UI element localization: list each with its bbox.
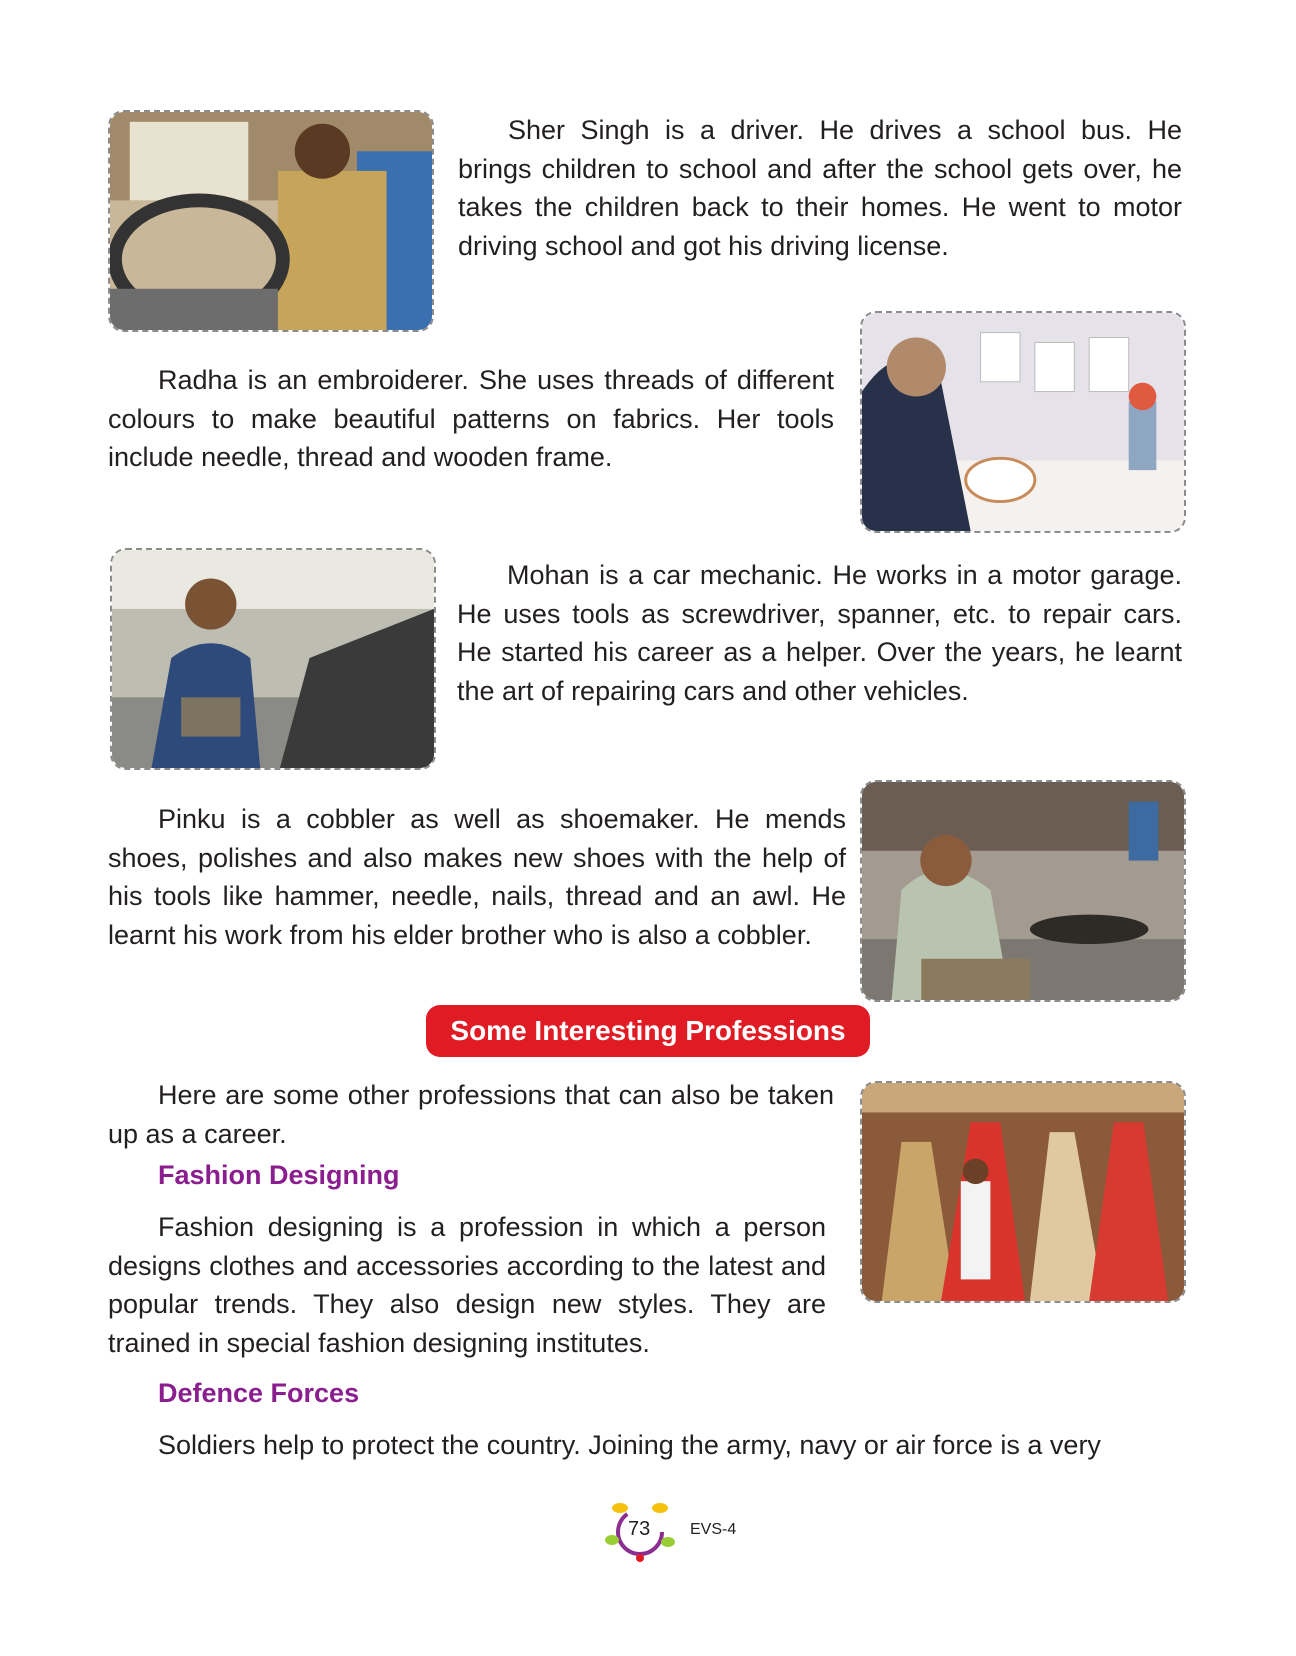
pinku-paragraph: Pinku is a cobbler as well as shoemaker. He mends shoes, polishes and also makes new shoes with the help of his tools like hammer, needle, nails, thread and an awl. He learnt his work from his elder brother who is also a cobbler. [108,804,846,950]
embroiderer-photo [860,311,1186,533]
fashion-designing-paragraph: Fashion designing is a profession in which a person designs clothes and accessories according to the latest and popular trends. They also design new styles. They are trained in special fashion designing institutes. [108,1212,826,1358]
cobbler-photo [860,780,1186,1002]
defence-forces-heading: Defence Forces [158,1378,360,1408]
fashion-designing-heading: Fashion Designing [158,1160,400,1190]
section-banner: Some Interesting Professions [426,1005,870,1057]
car-mechanic-photo [110,548,436,770]
defence-forces-paragraph: Soldiers help to protect the country. Joining the army, navy or air force is a very [158,1430,1101,1460]
fashion-designer-photo [860,1081,1186,1303]
intro-paragraph: Here are some other professions that can also be taken up as a career. [108,1080,834,1149]
bus-driver-photo [108,110,434,332]
page-number: 73 [628,1518,651,1540]
radha-paragraph: Radha is an embroiderer. She uses threads of different colours to make beautiful patterns on fabrics. Her tools include needle, thread and wooden frame. [108,365,834,472]
sher-singh-paragraph: Sher Singh is a driver. He drives a school bus. He brings children to school and after the school gets over, he takes the children back to their homes. He went to motor driving school and got his driving license. [458,115,1182,261]
mohan-paragraph: Mohan is a car mechanic. He works in a motor garage. He uses tools as screwdriver, spanner, etc. to repair cars. He started his career as a helper. Over the years, he learnt the art of repairing cars and other vehicles. [457,560,1182,706]
book-code: EVS-4 [690,1521,737,1538]
